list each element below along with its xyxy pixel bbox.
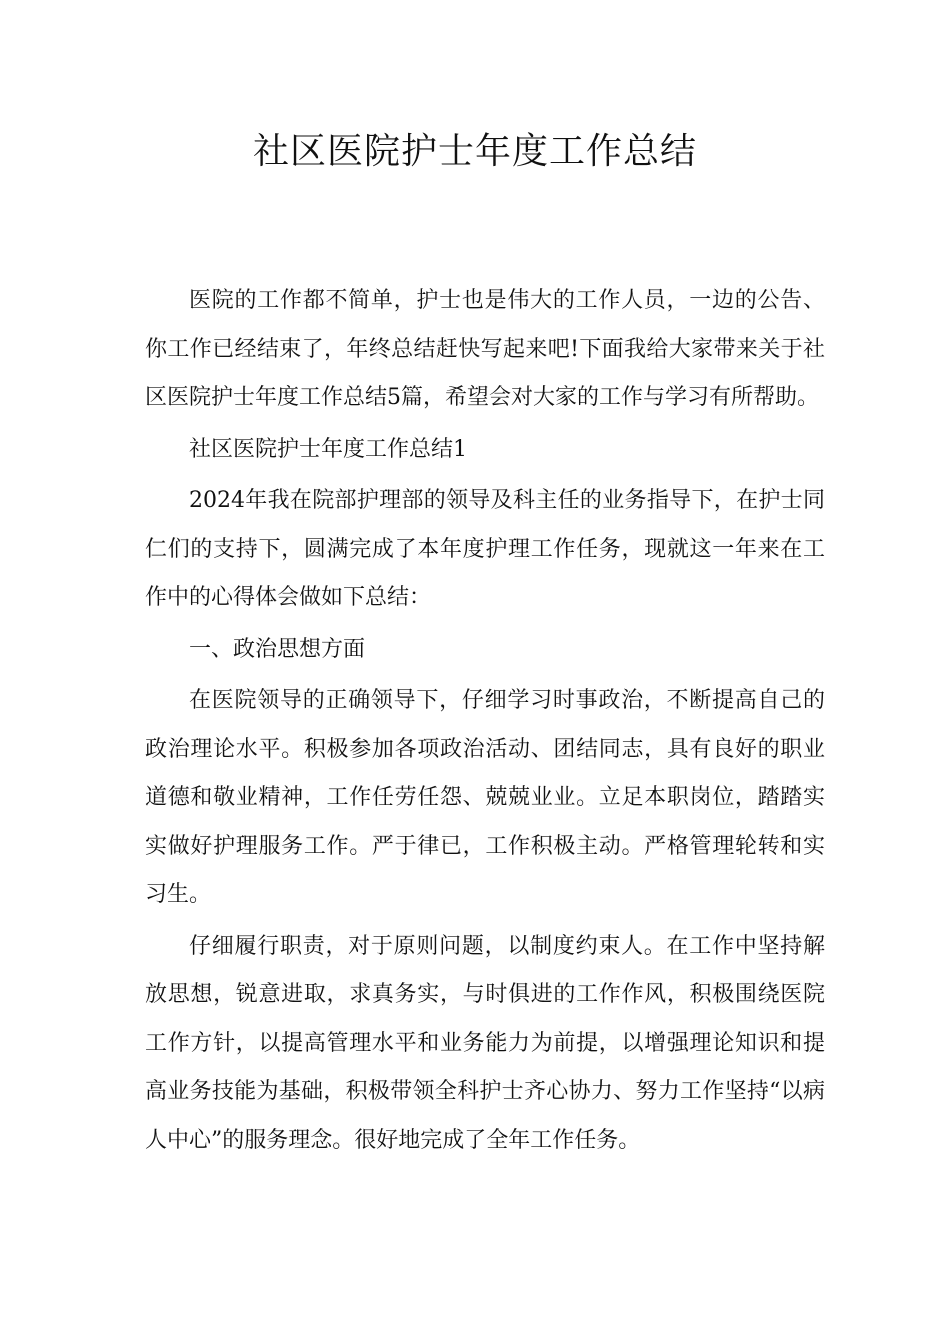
subsection-heading: 一、政治思想方面 [189, 636, 366, 662]
section-heading: 社区医院护士年度工作总结1 [189, 436, 467, 462]
body-paragraph: 在医院领导的正确领导下，仔细学习时事政治，不断提高自己的政治理论水平。积极参加各项政治活动、团结同志，具有良好的职业道德和敬业精神，工作任劳任怨、兢兢业业。立足本职岗位，踏踏实实做好护理服务工作。严于律已，工作积极主动。严格管理轮转和实习生。 [145, 688, 825, 907]
intro-paragraph: 医院的工作都不简单，护士也是伟大的工作人员，一边的公告、你工作已经结束了，年终总结赶快写起来吧!下面我给大家带来关于社区医院护士年度工作总结5篇，希望会对大家的工作与学习有所帮助。 [145, 288, 825, 410]
document-title: 社区医院护士年度工作总结 [252, 131, 697, 172]
document-body [145, 277, 825, 1165]
body-paragraph: 2024年我在院部护理部的领导及科主任的业务指导下，在护士同仁们的支持下，圆满完成了本年度护理工作任务，现就这一年来在工作中的心得体会做如下总结： [145, 488, 825, 610]
body-paragraph: 仔细履行职责，对于原则问题，以制度约束人。在工作中坚持解放思想，锐意进取，求真务实，与时俱进的工作作风，积极围绕医院工作方针，以提高管理水平和业务能力为前提，以增强理论知识和提高业务技能为基础，积极带领全科护士齐心协力、努力工作坚持“以病人中心”的服务理念。很好地完成了全年工作任务。 [145, 933, 825, 1153]
